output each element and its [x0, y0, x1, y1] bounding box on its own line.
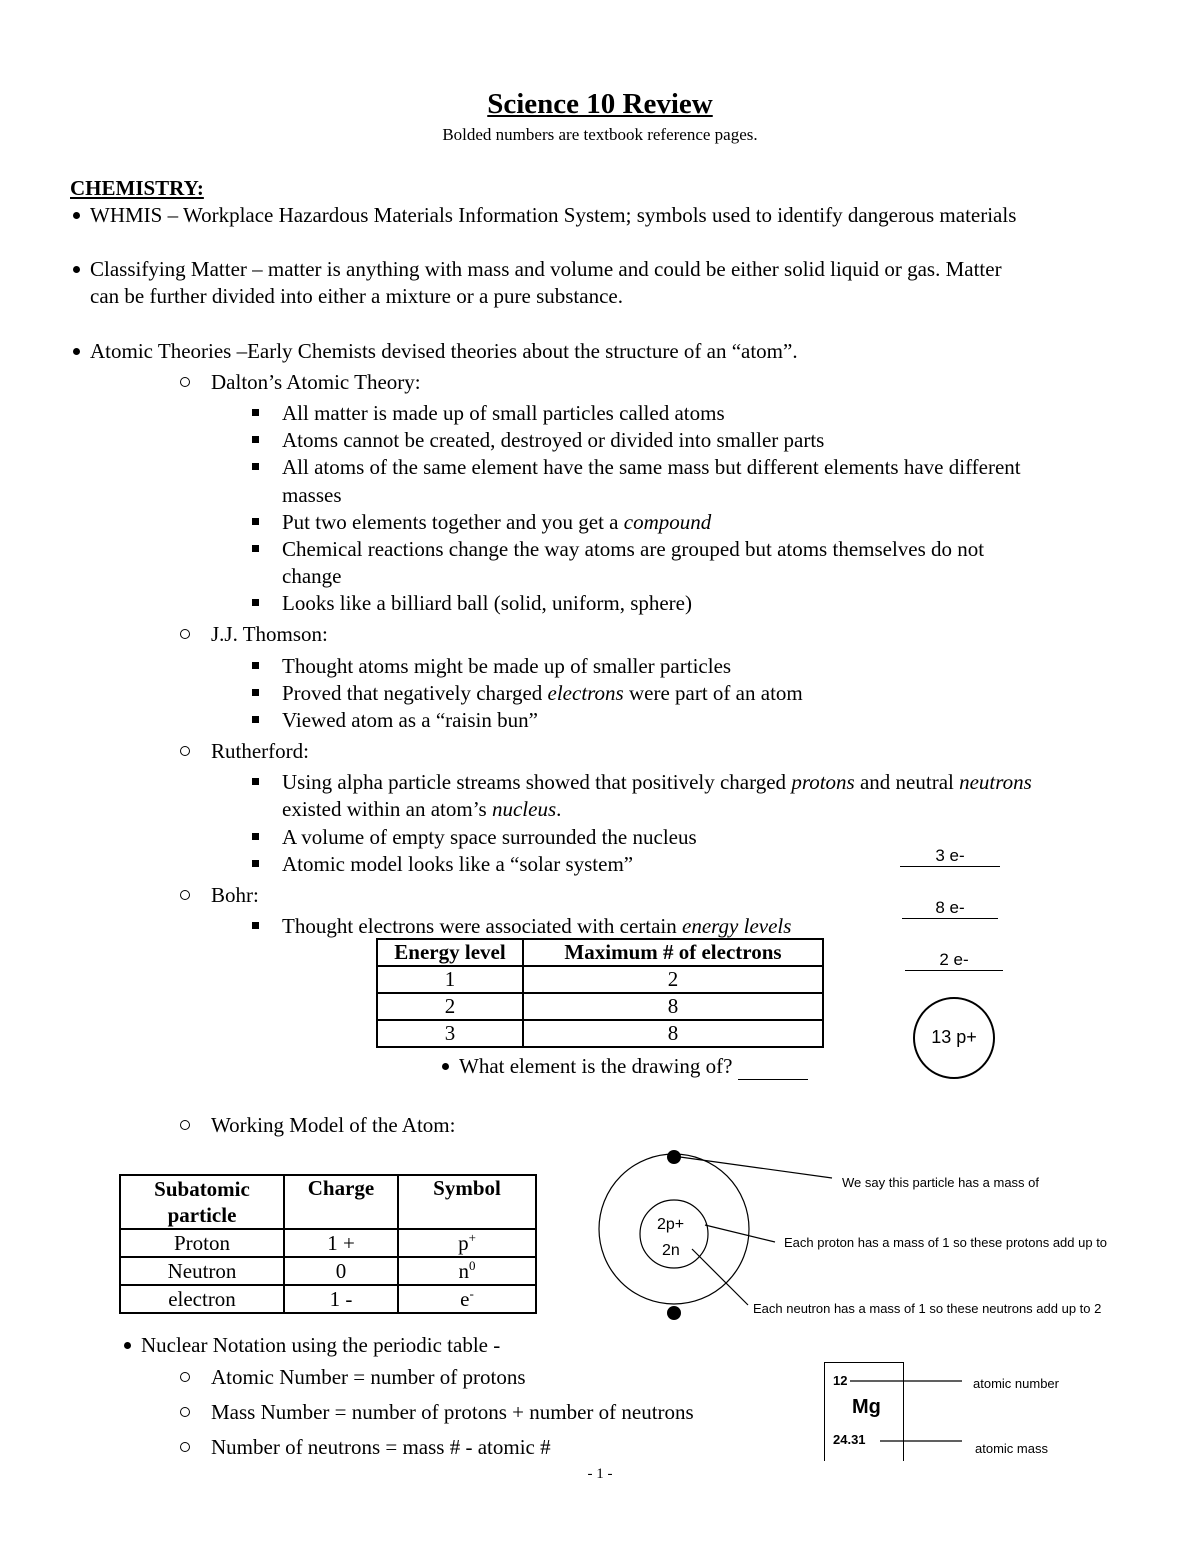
label-neutron-mass: Each neutron has a mass of 1 so these neutrons add up to 2: [753, 1301, 1102, 1316]
energy-cell: 3: [377, 1020, 523, 1047]
table-row: [377, 993, 823, 1020]
element-pointer-lines: [850, 1375, 965, 1450]
diagram-pointer-lines: [600, 1145, 850, 1315]
dalton-point-1: All matter is made up of small particles called atoms: [282, 401, 725, 425]
bohr-point-1: Thought electrons were associated with certain energy levels: [282, 914, 792, 938]
thomson-point-2: Proved that negatively charged electrons were part of an atom: [282, 681, 803, 705]
bullet-atomic-theories: Atomic Theories –Early Chemists devised theories about the structure of an “atom”.: [90, 339, 798, 363]
bohr-nucleus: 13 p+: [913, 997, 995, 1079]
particle-name: Neutron: [120, 1257, 284, 1285]
element-atomic-mass: 24.31: [833, 1432, 866, 1447]
bullet-classifying-matter: Classifying Matter – matter is anything with mass and volume and could be either solid liquid or gas. Matter: [90, 257, 1002, 281]
table-row: [120, 1285, 536, 1313]
label-atomic-number: atomic number: [973, 1376, 1059, 1391]
energy-cell: 8: [523, 1020, 823, 1047]
energy-cell: 8: [523, 993, 823, 1020]
energy-header-level: Energy level: [377, 939, 523, 966]
energy-header-max: Maximum # of electrons: [523, 939, 823, 966]
energy-cell: 1: [377, 966, 523, 993]
nuclear-point-1: Atomic Number = number of protons: [211, 1365, 526, 1389]
pointer-proton: [705, 1225, 775, 1242]
bullet-whmis: WHMIS – Workplace Hazardous Materials Information System; symbols used to identify dangerous materials: [90, 203, 1017, 227]
thomson-point-1: Thought atoms might be made up of smaller particles: [282, 654, 732, 678]
dalton-point-2: Atoms cannot be created, destroyed or divided into smaller parts: [282, 428, 825, 452]
nucleus-neutrons: 2n: [662, 1242, 680, 1259]
particle-symbol: $n^0$: [398, 1257, 536, 1285]
page-number: - 1 -: [587, 1466, 613, 1482]
pointer-neutron: [692, 1249, 748, 1305]
particle-charge: 1 +: [284, 1229, 398, 1257]
bohr-level-2: 8 e-: [902, 898, 998, 919]
pointer-electron: [680, 1157, 832, 1178]
subatomic-header-charge: Charge: [284, 1175, 398, 1229]
bullet-classifying-matter-cont: can be further divided into either a mixture or a pure substance.: [90, 284, 623, 308]
nuclear-point-2: Mass Number = number of protons + number of neutrons: [211, 1400, 694, 1424]
bullet-nuclear-notation: Nuclear Notation using the periodic table -: [141, 1333, 501, 1357]
sub-bohr: Bohr:: [211, 883, 259, 907]
nuclear-point-3: Number of neutrons = mass # - atomic #: [211, 1435, 551, 1459]
page-subtitle: Bolded numbers are textbook reference pages.: [442, 125, 758, 144]
subatomic-table: [119, 1174, 537, 1314]
energy-cell: 2: [377, 993, 523, 1020]
rutherford-point-3: Atomic model looks like a “solar system”: [282, 852, 634, 876]
table-row: [120, 1229, 536, 1257]
page-title: Science 10 Review: [487, 88, 713, 120]
element-symbol: Mg: [852, 1396, 881, 1418]
answer-blank: [738, 1061, 808, 1080]
dalton-point-6: Looks like a billiard ball (solid, uniform, sphere): [282, 591, 692, 615]
table-row: [120, 1257, 536, 1285]
sub-working-model: Working Model of the Atom:: [211, 1113, 456, 1137]
subatomic-header-particle: Subatomic particle: [120, 1175, 284, 1229]
particle-symbol: e-: [398, 1285, 536, 1313]
particle-charge: 0: [284, 1257, 398, 1285]
table-row: [377, 966, 823, 993]
particle-name: Proton: [120, 1229, 284, 1257]
rutherford-point-1-cont: existed within an atom’s nucleus.: [282, 797, 562, 821]
rutherford-point-2: A volume of empty space surrounded the nucleus: [282, 825, 697, 849]
particle-charge: 1 -: [284, 1285, 398, 1313]
dalton-point-4: Put two elements together and you get a compound: [282, 510, 712, 534]
particle-name: electron: [120, 1285, 284, 1313]
thomson-point-3: Viewed atom as a “raisin bun”: [282, 708, 538, 732]
bohr-question: What element is the drawing of?: [459, 1053, 808, 1080]
sub-rutherford: Rutherford:: [211, 739, 309, 763]
element-atomic-number: 12: [833, 1373, 848, 1388]
label-proton-mass: Each proton has a mass of 1 so these protons add up to: [784, 1235, 1108, 1250]
table-row: [377, 1020, 823, 1047]
energy-level-table: [376, 938, 824, 1048]
rutherford-point-1: Using alpha particle streams showed that positively charged protons and neutral neutrons: [282, 770, 1032, 794]
sub-dalton: Dalton’s Atomic Theory:: [211, 370, 421, 394]
particle-symbol: p+: [398, 1229, 536, 1257]
subatomic-header-symbol: Symbol: [398, 1175, 536, 1229]
dalton-point-5-cont: change: [282, 564, 342, 588]
label-atomic-mass: atomic mass: [975, 1441, 1048, 1456]
bohr-level-3: 3 e-: [900, 846, 1000, 867]
dalton-point-3-cont: masses: [282, 483, 342, 507]
nucleus-protons: 2p+: [657, 1216, 685, 1233]
dalton-point-3: All atoms of the same element have the same mass but different elements have different: [282, 455, 1021, 479]
section-heading-chemistry: CHEMISTRY:: [70, 176, 204, 200]
bohr-level-1: 2 e-: [905, 950, 1003, 971]
dalton-point-5: Chemical reactions change the way atoms are grouped but atoms themselves do not: [282, 537, 985, 561]
energy-cell: 2: [523, 966, 823, 993]
sub-thomson: J.J. Thomson:: [211, 622, 328, 646]
label-electron-mass: We say this particle has a mass of: [842, 1175, 1040, 1190]
